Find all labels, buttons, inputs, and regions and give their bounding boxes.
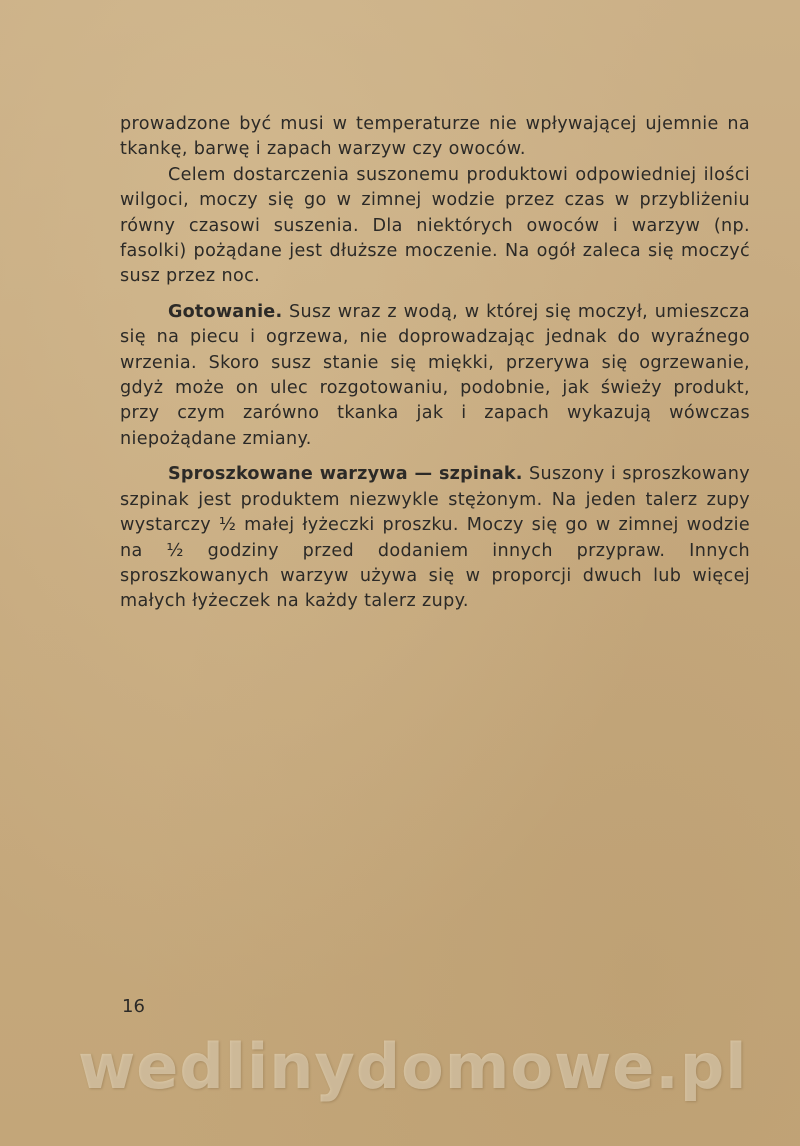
body-text [120,112,750,615]
paragraph-text: Susz wraz z wodą, w której się moczył, umieszcza się na piecu i ogrzewa, nie doprowadzając jednak do wyraźnego wrzenia. Skoro susz stanie się miękki, przerywa się ogrzewanie, gdyż może on ulec rozgotowaniu, podobnie, jak świeży produkt, przy czym zarówno tkanka jak i zapach wykazują wówczas niepożądane zmiany. [120,301,750,449]
paragraph-text: Celem dostarczenia suszonemu produktowi odpowiedniej ilości wilgoci, moczy się go w zimnej wodzie przez czas w przybliżeniu równy czasowi suszenia. Dla niektórych owoców i warzyw (np. fasolki) pożądane jest dłuższe moczenie. Na ogół zaleca się moczyć susz przez noc. [120,164,750,287]
section-heading-powdered-spinach: Sproszkowane warzywa — szpinak. [168,464,523,485]
paragraph-continuation [120,112,750,163]
page-number: 16 [122,996,145,1017]
section-heading-cooking: Gotowanie. [168,301,283,322]
paragraph-powdered-vegetables [120,462,750,614]
watermark: wedlinydomowe.pl [78,1030,748,1103]
paragraph-text: Suszony i sproszkowany szpinak jest produktem niezwykle stężonym. Na jeden talerz zupy wystarczy ½ małej łyżeczki proszku. Moczy się go w zimnej wodzie na ½ godziny przed dodaniem innych przypraw. Innych sproszkowanych warzyw używa się w proporcji dwuch lub więcej małych łyżeczek na każdy talerz zupy. [120,464,750,612]
paragraph-text: prowadzone być musi w temperaturze nie wpływającej ujemnie na tkankę, barwę i zapach warzyw czy owoców. [120,114,750,160]
paragraph-cooking [120,300,750,452]
paragraph-soaking [120,163,750,290]
